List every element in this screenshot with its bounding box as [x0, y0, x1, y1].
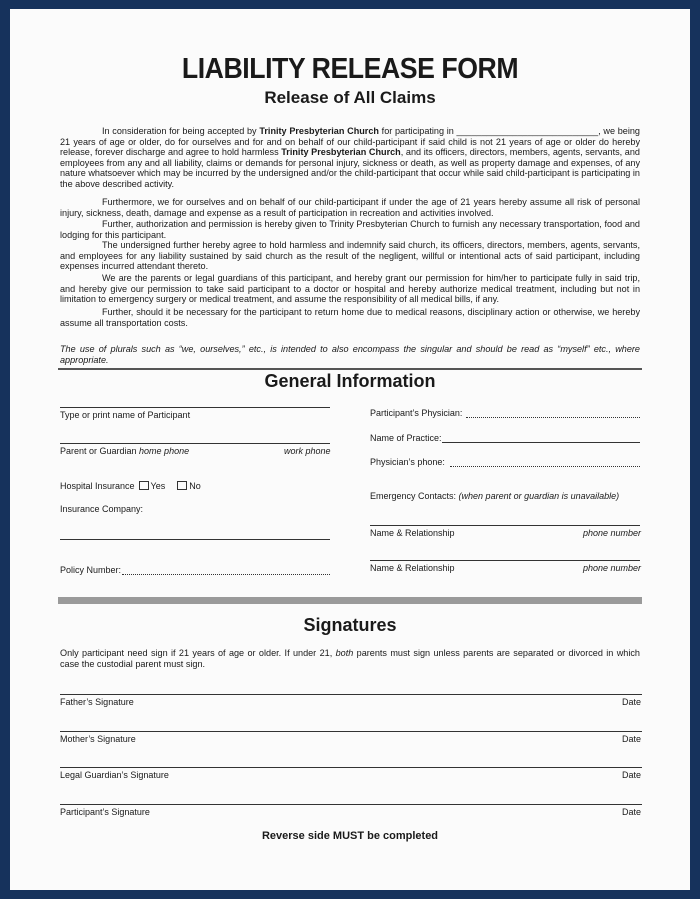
participant-signature-line[interactable] [60, 804, 642, 805]
emergency-contacts-label: Emergency Contacts: (when parent or guardian is unavailable) [370, 491, 620, 501]
practice-line[interactable] [442, 442, 640, 443]
yes-checkbox[interactable] [139, 481, 149, 490]
emergency-contact-1-line[interactable] [370, 525, 640, 526]
participant-signature-label: Participant’s Signature [60, 807, 150, 817]
insurance-company-label: Insurance Company: [60, 504, 144, 514]
no-checkbox[interactable] [177, 481, 187, 490]
policy-number-line[interactable] [122, 574, 330, 575]
physician-phone-line[interactable] [450, 466, 640, 467]
intro-paragraph-4: The undersigned further hereby agree to hold harmless and indemnify said church, its officers, directors, members, agents, servants, and employees for any liability sustained by said church as the result of the negligent, willful or intentional acts of said participant, including expenses incurred attendant thereto. [60, 240, 640, 272]
emergency-1-phone-label: phone number [583, 528, 642, 538]
home-phone-label: Parent or Guardian home phone [60, 446, 190, 456]
father-signature-label: Father’s Signature [60, 697, 134, 707]
work-phone-label: work phone [284, 446, 331, 456]
general-info-heading: General Information [264, 371, 436, 391]
intro-paragraph-2: Furthermore, we for ourselves and on behalf of our child-participant if under the age of 21 years hereby assume all risk of personal injury, sickness, death, damage and expense as a result of participation in recreation and activities involved. [60, 197, 640, 218]
emergency-contact-2-line[interactable] [370, 560, 640, 561]
section-divider-bar [58, 597, 642, 604]
guardian-date-label: Date [622, 770, 642, 780]
participant-date-label: Date [622, 807, 642, 817]
physician-line[interactable] [466, 417, 640, 418]
guardian-signature-line[interactable] [60, 767, 642, 768]
intro-paragraph-6: Further, should it be necessary for the participant to return home due to medical reasons, disciplinary action or otherwise, we hereby assume all transportation costs. [60, 307, 640, 328]
physician-phone-label: Physician’s phone: [370, 457, 445, 467]
home-phone-line[interactable] [60, 443, 330, 444]
mother-date-label: Date [622, 734, 642, 744]
form-page [10, 9, 690, 890]
form-subtitle: Release of All Claims [264, 88, 436, 107]
emergency-1-name-label: Name & Relationship [370, 528, 455, 538]
emergency-2-name-label: Name & Relationship [370, 563, 455, 573]
guardian-signature-label: Legal Guardian’s Signature [60, 770, 169, 780]
father-date-label: Date [622, 697, 642, 707]
hospital-insurance-row: Hospital Insurance Yes No [60, 481, 201, 491]
signatures-note: Only participant need sign if 21 years of age or older. If under 21, both parents must sign unless parents are separated or divorced in which case the custodial parent must sign. [60, 648, 640, 669]
divider [58, 368, 642, 370]
physician-label: Participant’s Physician: [370, 408, 463, 418]
signatures-heading: Signatures [303, 615, 397, 635]
insurance-company-line[interactable] [60, 539, 330, 540]
participant-name-line[interactable] [60, 407, 330, 408]
mother-signature-label: Mother’s Signature [60, 734, 136, 744]
footer-note: Reverse side MUST be completed [261, 830, 439, 842]
father-signature-line[interactable] [60, 694, 642, 695]
intro-paragraph-3: Further, authorization and permission is hereby given to Trinity Presbyterian Church to furnish any necessary transportation, food and lodging for this participant. [60, 219, 640, 240]
practice-label: Name of Practice: [370, 433, 442, 443]
emergency-2-phone-label: phone number [583, 563, 642, 573]
intro-paragraph-5: We are the parents or legal guardians of this participant, and hereby grant our permission for him/her to participate fully in said trip, and hereby give our permission to take said participant to a doctor or hospital and hereby authorize medical treatment, including but not in limitation to emergency surgery or medical treatment, and assume the responsibility of all medical bills, if any. [60, 273, 640, 305]
policy-number-label: Policy Number: [60, 565, 122, 575]
mother-signature-line[interactable] [60, 731, 642, 732]
plural-note: The use of plurals such as “we, ourselves,” etc., is intended to also encompass the singular and should be read as “myself” etc., where appropriate. [60, 344, 640, 365]
form-title: LIABILITY RELEASE FORM [181, 53, 519, 85]
participant-name-label: Type or print name of Participant [60, 410, 191, 420]
intro-paragraph-1: In consideration for being accepted by Trinity Presbyterian Church for participating in ____________________________, we being 21 years of age or older, do for ourselves and for and on behalf of our child-participant if said child is not 21 years of age or older do hereby release, forever discharge and agree to hold harmless Trinity Presbyterian Church, and its officers, directors, members, agents, servants, and employees from any and all liability, claims or demands for personal injury, sickness or death, as well as property damage and expenses, of any nature whatsoever which may be incurred by the undersigned and/or the child-participant that occur while said child-participant is participating in the above described activity. [60, 126, 640, 189]
